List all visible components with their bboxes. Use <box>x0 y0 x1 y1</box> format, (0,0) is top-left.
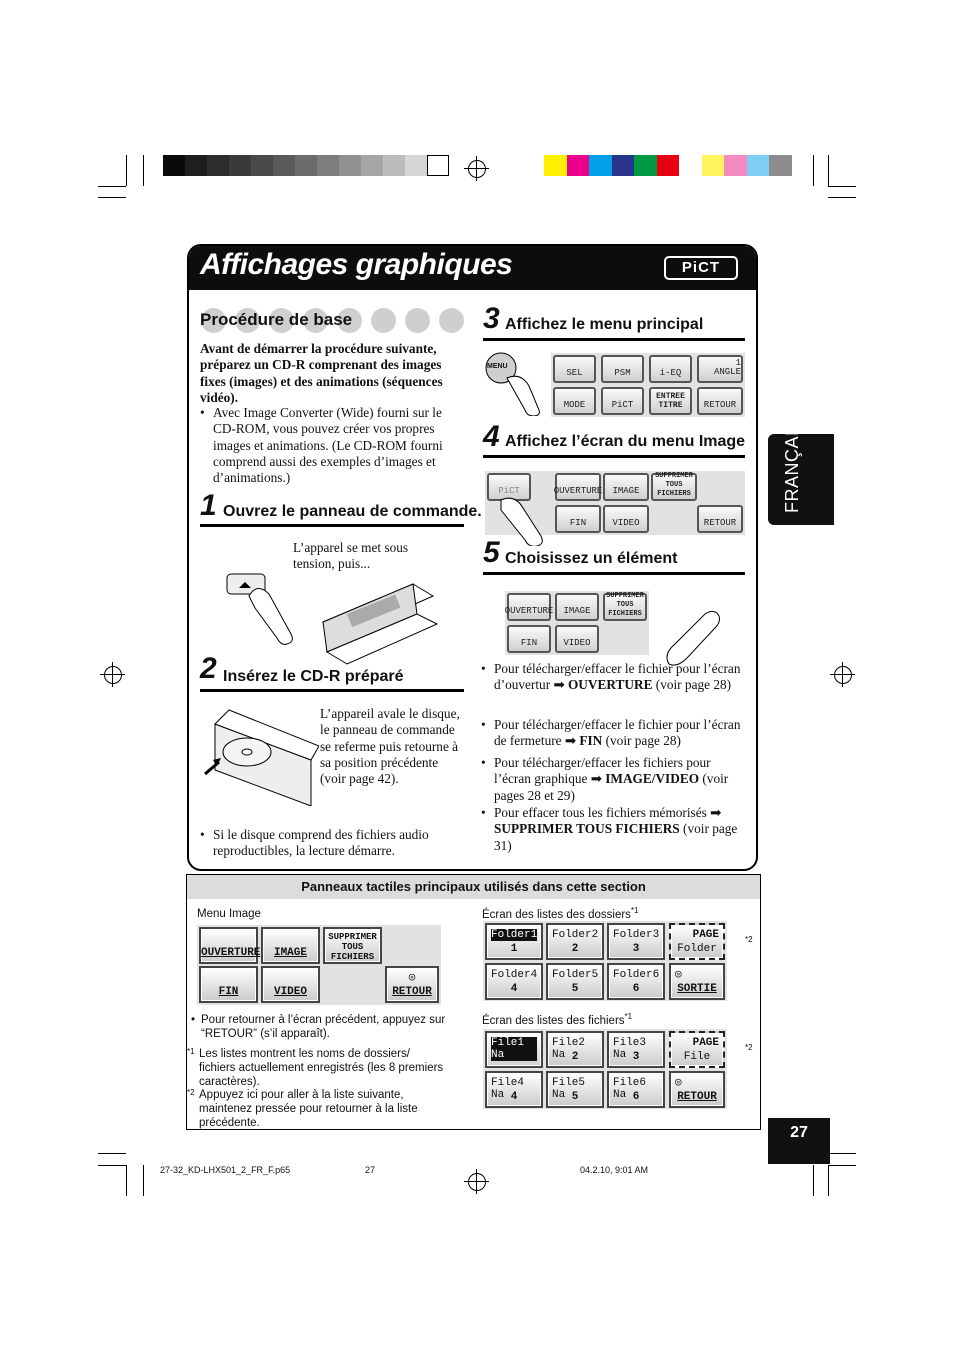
crop-mark <box>813 1165 814 1196</box>
choice-list <box>481 661 746 861</box>
angle-button[interactable]: 1 ANGLE <box>697 355 743 383</box>
color-swatch <box>361 155 383 176</box>
folder-button[interactable]: Folder1 1 <box>485 923 543 960</box>
main-section <box>187 244 758 871</box>
main-menu-screen <box>551 353 745 417</box>
supprimer-tous-fichiers-button[interactable]: SUPPRIMER TOUS FICHIERS <box>651 473 697 501</box>
crop-mark <box>98 1153 126 1154</box>
crop-mark <box>828 155 829 186</box>
step-3-number: 3 <box>483 302 500 335</box>
step-4-label: Affichez l’écran du menu Image <box>505 433 746 450</box>
footer-page: 27 <box>365 1165 376 1175</box>
crop-mark <box>828 1165 856 1166</box>
image-menu-choice-screen <box>505 591 649 655</box>
step-2-label: Insérez le CD-R préparé <box>223 668 404 685</box>
color-swatch <box>383 155 405 176</box>
language-tab-label: FRANÇAIS <box>782 417 802 513</box>
folder-button[interactable]: Folder6 6 <box>607 963 665 1000</box>
color-swatch <box>769 155 792 176</box>
crop-mark <box>98 186 126 187</box>
crop-mark <box>143 1165 144 1196</box>
pict-button[interactable]: PiCT <box>601 387 644 415</box>
color-swatch <box>724 155 747 176</box>
divider <box>483 338 745 341</box>
page-button[interactable]: PAGE File <box>669 1031 725 1068</box>
color-swatch <box>567 155 590 176</box>
disc-icon: ◎ <box>675 1077 682 1089</box>
registration-mark-icon <box>834 666 852 684</box>
color-swatch <box>185 155 207 176</box>
step-4-number: 4 <box>483 420 500 453</box>
color-swatch <box>295 155 317 176</box>
file-button[interactable]: File2 Na 2 <box>546 1031 604 1068</box>
step-1-number: 1 <box>200 489 217 522</box>
folder-button[interactable]: Folder2 2 <box>546 923 604 960</box>
step-3-label: Affichez le menu principal <box>505 316 704 333</box>
mode-button[interactable]: MODE <box>553 387 596 415</box>
divider <box>483 572 745 575</box>
footer-file: 27-32_KD-LHX501_2_FR_F.p65 <box>160 1165 291 1175</box>
disc-icon: ◎ <box>675 969 682 981</box>
color-swatch <box>679 155 702 176</box>
step-1-label: Ouvrez le panneau de commande. <box>223 503 482 520</box>
fin-button[interactable]: FIN <box>199 966 258 1003</box>
retour-button[interactable]: ◎ RETOUR <box>385 966 439 1003</box>
ouverture-button[interactable]: OUVERTURE <box>199 927 258 964</box>
page-number: 27 <box>768 1118 830 1164</box>
footnote-2: *2 Appuyez ici pour aller à la liste suivante, maintenez pressée pour retourner à la liste précédente. <box>187 1088 418 1129</box>
step-2-number: 2 <box>200 652 217 685</box>
page-title: Affichages graphiques <box>200 248 513 281</box>
files-label: Écran des listes des fichiers$^{*1}$ <box>482 1012 633 1027</box>
color-swatch <box>317 155 339 176</box>
crop-mark <box>126 1165 127 1196</box>
disc-icon: ◎ <box>408 972 416 984</box>
open-panel-illustration <box>219 566 469 671</box>
supprimer-tous-fichiers-button[interactable]: SUPPRIMER TOUS FICHIERS <box>323 927 382 964</box>
retour-button[interactable]: RETOUR <box>697 387 743 415</box>
video-button[interactable]: VIDEO <box>261 966 320 1003</box>
fin-button[interactable]: FIN <box>555 505 601 533</box>
exit-button[interactable]: ◎ SORTIE <box>669 963 725 1000</box>
file-list-screen <box>483 1029 727 1109</box>
ouverture-button[interactable]: OUVERTURE <box>507 593 551 621</box>
color-swatch <box>405 155 427 176</box>
decor-circle <box>405 308 430 333</box>
color-swatch <box>747 155 770 176</box>
image-button[interactable]: IMAGE <box>603 473 649 501</box>
color-swatch <box>612 155 635 176</box>
page-button-marker: *2 <box>745 935 753 944</box>
panels-heading: Panneaux tactiles principaux utilisés dans cette section <box>187 875 760 899</box>
image-button[interactable]: IMAGE <box>261 927 320 964</box>
choice-item: • Pour effacer tous les fichiers mémorisés ➡ SUPPRIMER TOUS FICHIERS (voir page 31) <box>481 805 738 853</box>
registration-mark-icon <box>468 160 486 178</box>
color-swatch <box>251 155 273 176</box>
step-2-note: L’appareil avale le disque, le panneau de commande se referme puis retourne à sa position précédente (voir page 42). <box>320 706 460 787</box>
color-swatch <box>634 155 657 176</box>
crop-mark <box>828 197 856 198</box>
exit-button[interactable]: ◎ RETOUR <box>669 1071 725 1108</box>
file-button[interactable]: File5 Na 5 <box>546 1071 604 1108</box>
menu-key-illustration <box>485 350 545 416</box>
panels-section: Panneaux tactiles principaux utilisés dans cette section Menu Image OUVERTURE IMAGE SUPPRIMER TOUS FICHIERS FIN VIDEO ◎ RETOUR • Pour retourner à l’écran précédent, appuyez sur “RETOUR” (s’il apparaît). *1 Les listes montrent les noms de dossiers/ fichiers actuellement enregistrés (les 8 premiers caractères). *2 Appuyez ici pour aller à la liste suivante, maintenez pressée pour retourner à la liste précédente. Écran des listes des dossiers$^{*1}$ Folder1 1 Folder2 2 Folder3 3 Folder4 4 Folder5 5 Folder6 6 PAGE Folder ◎ SORTIE *2 Écran des listes des fichiers$^{*1}$ File1 Na 1 File2 Na 2 File3 Na 3 File4 Na 4 File5 Na 5 File6 Na 6 PAGE File ◎ RETOUR *2 <box>186 874 761 1130</box>
decor-circle <box>371 308 396 333</box>
step-5-label: Choisissez un élément <box>505 550 678 567</box>
color-swatch <box>427 155 449 176</box>
menu-image-label: Menu Image <box>197 908 261 920</box>
pict-button[interactable]: PiCT <box>487 473 531 501</box>
menu-key-label: MENU <box>487 363 508 370</box>
choice-item: • Pour télécharger/effacer les fichiers pour l’écran graphique ➡ IMAGE/VIDEO (voir pages 28 et 29) <box>481 755 729 803</box>
color-swatch <box>589 155 612 176</box>
color-swatch <box>702 155 725 176</box>
color-swatch <box>544 155 567 176</box>
procedure-bullet: • Avec Image Converter (Wide) fourni sur le CD-ROM, vous pouvez créer vos propres images et animations. (Le CD-ROM fourni comprend aussi des exemples d’images et d’animations.) <box>200 405 443 486</box>
crop-mark <box>98 197 126 198</box>
registration-mark-icon <box>468 1173 486 1191</box>
entree-titre-button[interactable]: ENTREE TITRE <box>649 387 692 415</box>
crop-mark <box>828 1165 829 1196</box>
color-swatch <box>163 155 185 176</box>
pict-logo: PiCT <box>664 256 738 280</box>
folder-button[interactable]: Folder3 3 <box>607 923 665 960</box>
footnote-1: *1 Les listes montrent les noms de dossiers/ fichiers actuellement enregistrés (les 8 premiers caractères). <box>187 1047 444 1088</box>
folder-list-screen <box>483 921 727 1001</box>
footer-date: 04.2.10, 9:01 AM <box>580 1165 649 1175</box>
file-button[interactable]: File1 Na 1 <box>485 1031 543 1068</box>
menu-image-screen <box>197 925 441 1005</box>
video-button[interactable]: VIDEO <box>603 505 649 533</box>
folder-button[interactable]: Folder5 5 <box>546 963 604 1000</box>
retour-button[interactable]: RETOUR <box>697 505 743 533</box>
decor-circle <box>439 308 464 333</box>
ouverture-button[interactable]: OUVERTURE <box>555 473 601 501</box>
supprimer-tous-fichiers-button[interactable]: SUPPRIMER TOUS FICHIERS <box>603 593 647 621</box>
step-2-bullet: • Si le disque comprend des fichiers audio reproductibles, la lecture démarre. <box>200 827 429 859</box>
finger-icon <box>663 608 727 668</box>
crop-mark <box>98 1165 126 1166</box>
color-swatch <box>339 155 361 176</box>
choice-item: • Pour télécharger/effacer le fichier pour l’écran d’ouvertur ➡ OUVERTURE (voir page 28) <box>481 661 741 693</box>
crop-mark <box>813 155 814 186</box>
step-1-note: L’apparel se met sous tension, puis... <box>293 540 409 572</box>
folder-button[interactable]: Folder4 4 <box>485 963 543 1000</box>
color-swatch <box>657 155 680 176</box>
video-button[interactable]: VIDEO <box>555 625 599 653</box>
psm-button[interactable]: PSM <box>601 355 644 383</box>
color-swatch <box>207 155 229 176</box>
language-tab <box>768 417 834 525</box>
color-swatch <box>273 155 295 176</box>
i-eq-button[interactable]: i-EQ <box>649 355 692 383</box>
insert-disc-illustration <box>201 704 319 806</box>
file-button[interactable]: File6 Na 6 <box>607 1071 665 1108</box>
procedure-heading: Procédure de base <box>200 310 353 329</box>
folders-label: Écran des listes des dossiers$^{*1}$ <box>482 906 639 921</box>
image-button[interactable]: IMAGE <box>555 593 599 621</box>
step-5-number: 5 <box>483 536 500 569</box>
crop-mark <box>126 155 127 186</box>
divider <box>483 455 745 458</box>
fin-button[interactable]: FIN <box>507 625 551 653</box>
choice-item: • Pour télécharger/effacer le fichier pour l’écran de fermeture ➡ FIN (voir page 28) <box>481 717 741 749</box>
crop-mark <box>828 1153 856 1154</box>
divider <box>200 524 464 527</box>
file-button[interactable]: File3 Na 3 <box>607 1031 665 1068</box>
page-button[interactable]: PAGE Folder <box>669 923 725 960</box>
procedure-intro: Avant de démarrer la procédure suivante, préparez un CD-R comprenant des images fixes (images) et des animations (séquences vidéo). <box>200 341 443 405</box>
crop-mark <box>143 155 144 186</box>
crop-mark <box>828 186 856 187</box>
sel-button[interactable]: SEL <box>553 355 596 383</box>
divider <box>200 689 464 692</box>
page-button-marker: *2 <box>745 1043 753 1052</box>
title-bar <box>189 246 756 290</box>
registration-mark-icon <box>104 666 122 684</box>
color-swatch <box>229 155 251 176</box>
file-button[interactable]: File4 Na 4 <box>485 1071 543 1108</box>
finger-icon <box>495 496 551 546</box>
